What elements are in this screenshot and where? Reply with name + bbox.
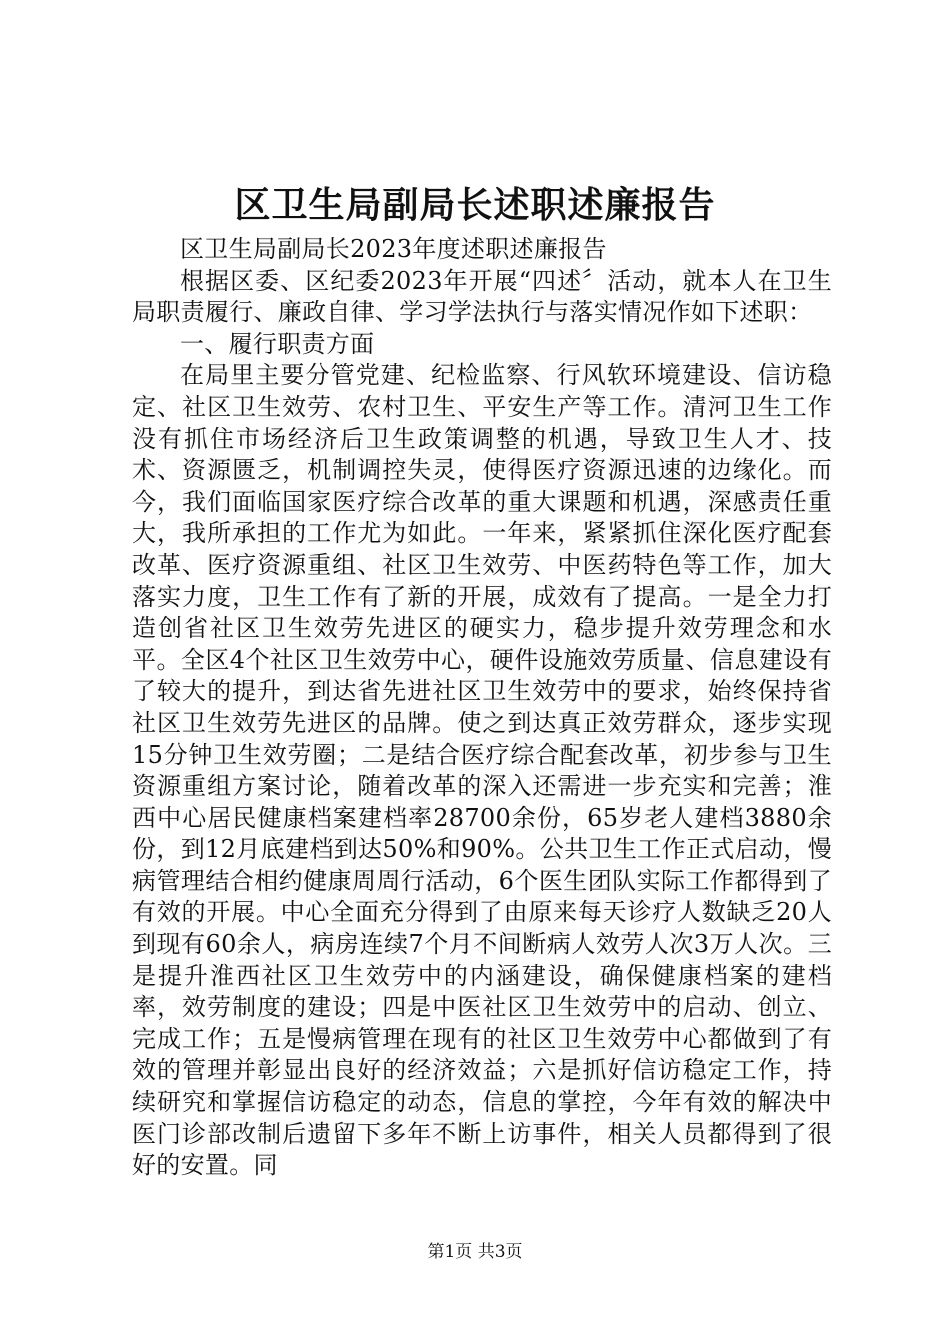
body-paragraph: 在局里主要分管党建、纪检监察、行风软环境建设、信访稳定、社区卫生效劳、农村卫生、平安生产等工作。清河卫生工作没有抓住市场经济后卫生政策调整的机遇，导致卫生人才、技术、资源匮乏，机制调控失灵，使得医疗资源迅速的边缘化。而今，我们面临国家医疗综合改革的重大课题和机遇，深感责任重大，我所承担的工作尤为如此。一年来，紧紧抓住深化医疗配套改革、医疗资源重组、社区卫生效劳、中医药特色等工作，加大落实力度，卫生工作有了新的开展，成效有了提高。一是全力打造创省社区卫生效劳先进区的硬实力，稳步提升效劳理念和水平。全区4个社区卫生效劳中心，硬件设施效劳质量、信息建设有了较大的提升，到达省先进社区卫生效劳中的要求，始终保持省社区卫生效劳先进区的品牌。使之到达真正效劳群众，逐步实现15分钟卫生效劳圈；二是结合医疗综合配套改革，初步参与卫生资源重组方案讨论，随着改革的深入还需进一步充实和完善；淮西中心居民健康档案建档率28700余份，65岁老人建档3880余份，到12月底建档到达50%和90%。公共卫生工作正式启动，慢病管理结合相约健康周周行活动，6个医生团队实际工作都得到了有效的开展。中心全面充分得到了由原来每天诊疗人数缺乏20人到现有60余人，病房连续7个月不间断病人效劳人次3万人次。三是提升淮西社区卫生效劳中的内涵建设，确保健康档案的建档率，效劳制度的建设；四是中医社区卫生效劳中的启动、创立、完成工作；五是慢病管理在现有的社区卫生效劳中心都做到了有效的管理并彰显出良好的经济效益；六是抓好信访稳定工作，持续研究和掌握信访稳定的动态，信息的掌控，今年有效的解决中医门诊部改制后遗留下多年不断上访事件，相关人员都得到了很好的安置。同	[132, 361, 832, 1180]
page-footer: 第1页 共3页	[427, 1242, 523, 1262]
subtitle-paragraph: 区卫生局副局长2023年度述职述廉报告	[180, 235, 607, 263]
document-title: 区卫生局副局长述职述廉报告	[234, 185, 716, 226]
section-heading: 一、履行职责方面	[180, 329, 375, 358]
intro-paragraph: 根据区委、区纪委2023年开展“四述〞活动，就本人在卫生局职责履行、廉政自律、学习学法执行与落实情况作如下述职：	[132, 266, 832, 327]
document-body	[132, 234, 832, 1182]
